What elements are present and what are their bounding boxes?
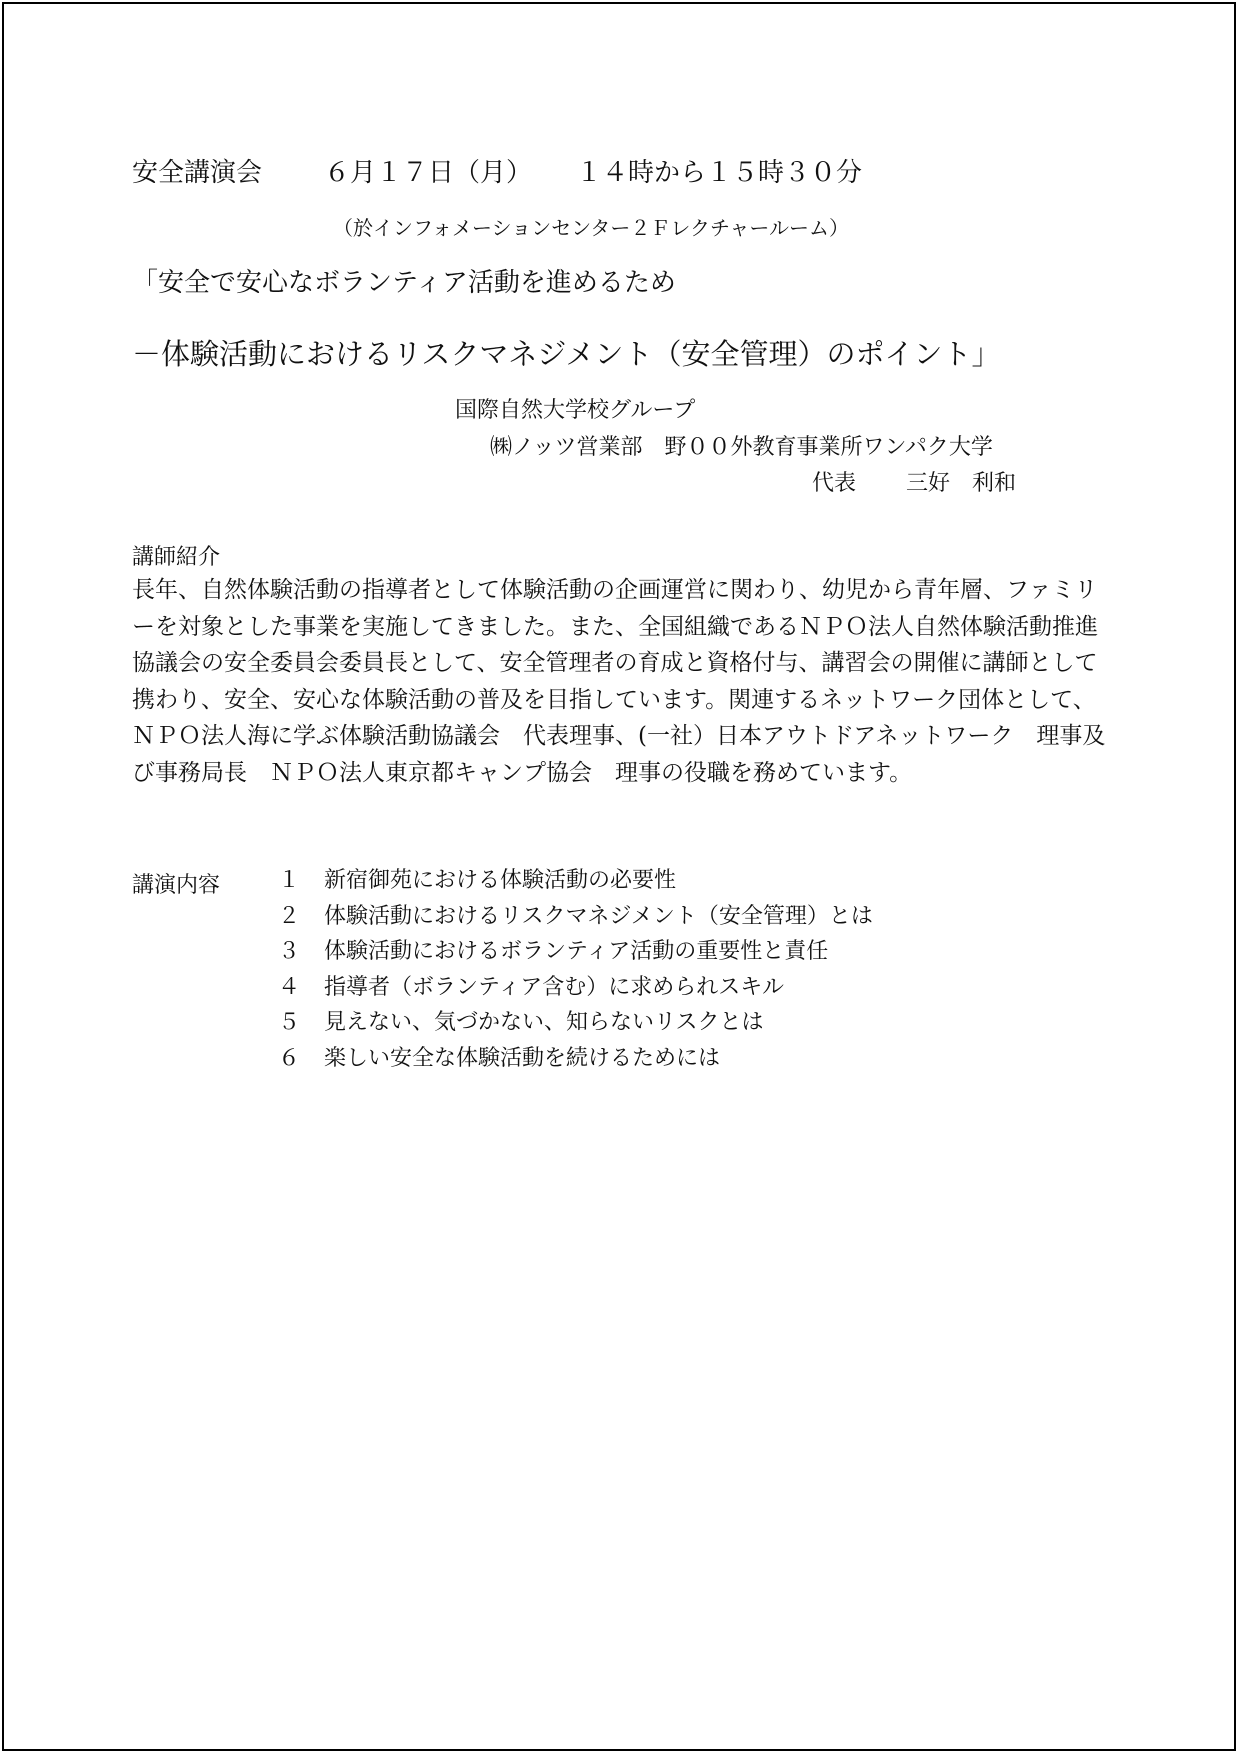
speaker-role: 代表 [812, 471, 857, 496]
item-number: ４ [278, 974, 301, 1000]
bio-line: ＮＰＯ法人海に学ぶ体験活動協議会 代表理事、(一社）日本アウトドアネットワーク 理事及 [132, 723, 1106, 749]
item-number: ６ [278, 1045, 301, 1071]
bio-line: 協議会の安全委員会委員長として、安全管理者の育成と資格付与、講習会の開催に講師として [132, 650, 1098, 676]
speaker-org1: 国際自然大学校グループ [455, 398, 696, 423]
bio-line: 長年、自然体験活動の指導者として体験活動の企画運営に関わり、幼児から青年層、ファミリ [132, 577, 1098, 603]
list-item [278, 1010, 873, 1046]
item-number: ３ [278, 939, 301, 964]
item-text: 体験活動におけるリスクマネジメント（安全管理）とは [324, 903, 873, 929]
event-date: ６月１７日（月） [324, 158, 533, 188]
bio-line: 携わり、安全、安心な体験活動の普及を目指しています。関連するネットワーク団体として、 [132, 686, 1096, 713]
item-number: １ [278, 868, 301, 893]
speaker-name: 三好 利和 [906, 471, 1017, 496]
bio-label: 講師紹介 [132, 545, 221, 570]
list-item [278, 1046, 873, 1082]
lecture-content-list [278, 868, 873, 1081]
item-text: 楽しい安全な体験活動を続けるためには [324, 1045, 721, 1071]
item-text: 体験活動におけるボランティア活動の重要性と責任 [324, 939, 829, 964]
list-item [278, 975, 873, 1011]
bio-line: ーを対象とした事業を実施してきました。また、全国組織であるＮＰＯ法人自然体験活動推進 [132, 613, 1098, 640]
event-venue: （於インフォメーションセンター２Ｆレクチャールーム） [333, 216, 849, 240]
lecture-content-label: 講演内容 [132, 873, 221, 898]
speaker-org2: ㈱ノッツ営業部 野００外教育事業所ワンパク大学 [490, 435, 993, 460]
lecture-title-line2: －体験活動におけるリスクマネジメント（安全管理）のポイント」 [132, 337, 1001, 371]
bio-line: び事務局長 ＮＰＯ法人東京都キャンプ協会 理事の役職を務めています。 [132, 759, 913, 786]
item-number: ５ [278, 1010, 301, 1035]
item-text: 新宿御苑における体験活動の必要性 [324, 868, 677, 893]
event-header [132, 152, 862, 189]
lecture-title-line1: 「安全で安心なボランティア活動を進めるため [132, 268, 676, 298]
list-item [278, 939, 873, 975]
list-item [278, 904, 873, 940]
speaker-role-name [812, 466, 1016, 497]
item-text: 指導者（ボランティア含む）に求められスキル [324, 974, 785, 1000]
event-time: １４時から１５時３０分 [576, 158, 863, 188]
bio-text [132, 572, 1105, 791]
event-name: 安全講演会 [132, 158, 263, 188]
item-number: ２ [278, 903, 301, 929]
item-text: 見えない、気づかない、知らないリスクとは [324, 1010, 764, 1035]
list-item [278, 868, 873, 904]
